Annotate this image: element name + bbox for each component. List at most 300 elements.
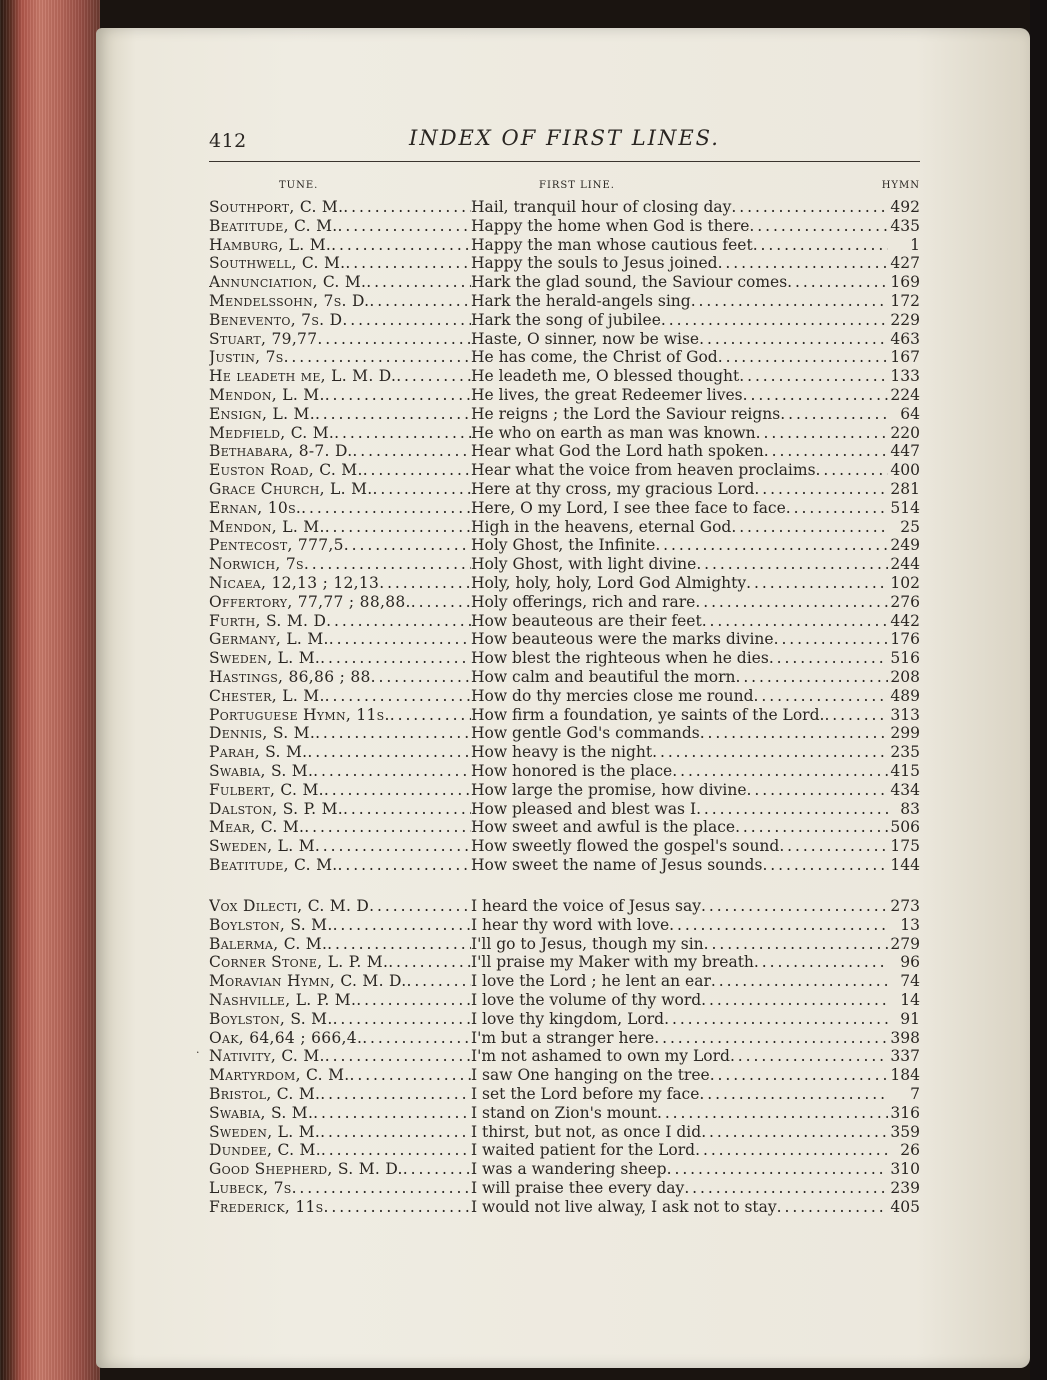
index-entry: [209, 424, 920, 443]
first-line-cell: [471, 818, 888, 836]
leader-dots: [338, 856, 471, 874]
leader-dots: [321, 1141, 471, 1159]
tune-cell: [209, 837, 471, 855]
tune-cell: [209, 461, 471, 479]
tune-cell: [209, 236, 471, 254]
leader-dots: [333, 916, 471, 934]
first-line-cell: [471, 706, 888, 724]
tune-name: Mendon, L. M.: [209, 517, 325, 536]
leader-dots: [352, 442, 471, 460]
index-entry: [209, 518, 920, 537]
leader-dots: [325, 687, 471, 705]
tune-cell: [209, 330, 471, 348]
leader-dots: [746, 574, 888, 592]
leader-dots: [657, 1104, 888, 1122]
index-entry: [209, 972, 920, 991]
index-entry: [209, 574, 920, 593]
tune-cell: [209, 1141, 471, 1159]
tune-name: Sweden, L. M: [209, 837, 315, 856]
leader-dots: [735, 668, 888, 686]
leader-dots: [313, 1104, 471, 1122]
hymn-number: 25: [900, 517, 920, 536]
index-entry: [209, 706, 920, 725]
hymn-number: 144: [890, 855, 920, 874]
tune-cell: [209, 1160, 471, 1178]
index-entry: [209, 442, 920, 461]
hymn-number: 175: [890, 837, 920, 856]
tune-cell: [209, 687, 471, 705]
first-line-cell: [471, 442, 888, 460]
first-line-cell: [471, 1010, 888, 1028]
first-line-cell: [471, 311, 888, 329]
hymn-number: 83: [900, 799, 920, 818]
tune-cell: [209, 386, 471, 404]
tune-cell: [209, 935, 471, 953]
tune-cell: [209, 273, 471, 291]
tune-cell: [209, 198, 471, 216]
leader-dots: [379, 574, 471, 592]
leader-dots: [369, 897, 471, 915]
first-line-cell: [471, 612, 888, 630]
tune-cell: [209, 367, 471, 385]
tune-name: Portuguese Hymn, 11s.: [209, 705, 390, 724]
hymn-number: 249: [890, 536, 920, 555]
index-entry: [209, 1123, 920, 1142]
first-line-cell: [471, 800, 888, 818]
tune-name: Dundee, C. M.: [209, 1141, 321, 1160]
index-entry: [209, 292, 920, 311]
tune-name: Norwich, 7s: [209, 555, 304, 574]
tune-name: Moravian Hymn, C. M. D.: [209, 972, 407, 991]
tune-cell: [209, 555, 471, 573]
hymn-number: 516: [890, 649, 920, 668]
first-line-cell: [471, 254, 888, 272]
tune-name: Beatitude, C. M.: [209, 216, 338, 235]
hymn-number: 239: [890, 1178, 920, 1197]
tune-name: Ernan, 10s.: [209, 498, 302, 517]
tune-cell: [209, 1123, 471, 1141]
leader-dots: [780, 405, 888, 423]
leader-dots: [356, 991, 471, 1009]
first-line-cell: [471, 649, 888, 667]
leader-dots: [695, 593, 888, 611]
index-entry: [209, 480, 920, 499]
hymn-number: 169: [890, 273, 920, 292]
first-line-cell: [471, 574, 888, 592]
first-line: How sweet the name of Jesus sounds: [471, 855, 763, 874]
tune-name: Stuart, 79,77: [209, 329, 318, 348]
hymn-number: 310: [890, 1160, 920, 1179]
leader-dots: [764, 442, 888, 460]
tune-cell: [209, 254, 471, 272]
tune-name: Oak, 64,64 ; 666,4.: [209, 1028, 363, 1047]
index-entry: [209, 273, 920, 292]
first-line-cell: [471, 743, 888, 761]
first-line-cell: [471, 461, 888, 479]
first-line: I set the Lord before my face: [471, 1084, 700, 1103]
tune-cell: [209, 630, 471, 648]
leader-dots: [344, 536, 471, 554]
leader-dots: [320, 649, 471, 667]
leader-dots: [362, 1029, 471, 1047]
index-entry: [209, 555, 920, 574]
first-line-cell: [471, 762, 888, 780]
hymn-number: 313: [890, 705, 920, 724]
hymn-number: 447: [890, 442, 920, 461]
first-line: Haste, O sinner, now be wise: [471, 329, 700, 348]
first-line-cell: [471, 897, 888, 915]
tune-cell: [209, 724, 471, 742]
leader-dots: [754, 480, 888, 498]
leader-dots: [753, 236, 888, 254]
leader-dots: [315, 724, 471, 742]
leader-dots: [824, 706, 888, 724]
hymn-number: 273: [890, 897, 920, 915]
hymn-number: 398: [890, 1028, 920, 1047]
leader-dots: [345, 254, 471, 272]
leader-dots: [655, 536, 888, 554]
leader-dots: [325, 386, 471, 404]
leader-dots: [769, 649, 888, 667]
index-entry: [209, 781, 920, 800]
index-entry: [209, 461, 920, 480]
column-header-first-line: FIRST LINE.: [539, 180, 615, 191]
leader-dots: [390, 706, 471, 724]
tune-cell: [209, 536, 471, 554]
first-line: Here, O my Lord, I see thee face to face: [471, 498, 786, 517]
tune-name: Lubeck, 7s: [209, 1178, 292, 1197]
first-line: I saw One hanging on the tree: [471, 1066, 710, 1085]
first-line-cell: [471, 837, 888, 855]
tune-name: He leadeth me, L. M. D.: [209, 367, 397, 386]
first-line: How heavy is the night: [471, 743, 653, 762]
first-line: I love thy kingdom, Lord: [471, 1009, 665, 1028]
hymn-number: 359: [890, 1122, 920, 1141]
leader-dots: [342, 311, 471, 329]
tune-name: Grace Church, L. M.: [209, 479, 373, 498]
first-line: Holy offerings, rich and rare: [471, 592, 696, 611]
first-line: He reigns ; the Lord the Saviour reigns: [471, 404, 781, 423]
first-line: Holy Ghost, the Infinite: [471, 536, 656, 555]
index-entry: [209, 953, 920, 972]
index-entry: [209, 254, 920, 273]
tune-name: Annunciation, C. M.: [209, 273, 367, 292]
leader-dots: [696, 555, 888, 573]
first-line: I heard the voice of Jesus say: [471, 897, 701, 915]
index-entry: [209, 935, 920, 954]
hymn-number: 220: [890, 423, 920, 442]
stray-mark: ·: [196, 1046, 200, 1059]
tune-name: Dalston, S. P. M.: [209, 799, 344, 818]
leader-dots: [672, 762, 888, 780]
tune-name: Parah, S. M.: [209, 743, 308, 762]
hymn-number: 91: [900, 1009, 920, 1028]
tune-cell: [209, 781, 471, 799]
first-line-cell: [471, 1160, 888, 1178]
leader-dots: [699, 330, 888, 348]
first-line: Happy the man whose cautious feet: [471, 235, 753, 254]
hymn-number: 13: [900, 915, 920, 934]
index-entry: [209, 348, 920, 367]
index-entry: [209, 612, 920, 631]
leader-dots: [388, 953, 471, 971]
hymn-number: 400: [890, 461, 920, 480]
first-line: I hear thy word with love: [471, 915, 670, 934]
tune-cell: [209, 991, 471, 1009]
hymn-number: 229: [890, 310, 920, 329]
leader-dots: [754, 687, 888, 705]
tune-cell: [209, 405, 471, 423]
tune-cell: [209, 856, 471, 874]
index-entries-i: [209, 897, 920, 1217]
first-line: Happy the home when God is there: [471, 216, 750, 235]
header-rule: [209, 161, 920, 162]
leader-dots: [701, 1123, 888, 1141]
tune-name: Good Shepherd, S. M. D.: [209, 1160, 403, 1179]
leader-dots: [777, 1198, 888, 1216]
leader-dots: [684, 1179, 888, 1197]
first-line: I waited patient for the Lord: [471, 1141, 696, 1160]
first-line: Hark the glad sound, the Saviour comes: [471, 273, 788, 292]
leader-dots: [787, 273, 888, 291]
first-line-cell: [471, 273, 888, 291]
first-line: I'll go to Jesus, though my sin: [471, 934, 704, 953]
first-line: How large the promise, how divine: [471, 780, 747, 799]
first-line-cell: [471, 198, 888, 216]
first-line-cell: [471, 217, 888, 235]
first-line: Hail, tranquil hour of closing day: [471, 198, 732, 216]
first-line-cell: [471, 935, 888, 953]
tune-name: Bristol, C. M.: [209, 1084, 321, 1103]
leader-dots: [411, 593, 471, 611]
tune-name: Fulbert, C. M.: [209, 780, 324, 799]
hymn-number: 316: [890, 1103, 920, 1122]
leader-dots: [762, 856, 888, 874]
index-entry: [209, 668, 920, 687]
index-entry: [209, 1104, 920, 1123]
tune-cell: [209, 1010, 471, 1028]
leader-dots: [816, 461, 888, 479]
tune-name: Swabia, S. M.: [209, 761, 314, 780]
leader-dots: [292, 1179, 471, 1197]
first-line-cell: [471, 1141, 888, 1159]
leader-dots: [325, 518, 471, 536]
tune-name: Justin, 7s: [209, 348, 284, 367]
hymn-number: 26: [900, 1141, 920, 1160]
first-line-cell: [471, 386, 888, 404]
tune-cell: [209, 518, 471, 536]
tune-cell: [209, 1047, 471, 1065]
first-line: Holy Ghost, with light divine: [471, 555, 697, 574]
hymn-number: 415: [890, 761, 920, 780]
first-line: I love the volume of thy word: [471, 990, 702, 1009]
tune-name: Dennis, S. M.: [209, 724, 316, 743]
leader-dots: [325, 1047, 471, 1065]
index-entry: [209, 1047, 920, 1066]
first-line-cell: [471, 499, 888, 517]
tune-cell: [209, 916, 471, 934]
leader-dots: [304, 818, 471, 836]
hymn-number: 96: [900, 953, 920, 972]
tune-name: Euston Road, C. M.: [209, 461, 363, 480]
leader-dots: [652, 743, 888, 761]
first-line-cell: [471, 1179, 888, 1197]
tune-name: Nashville, L. P. M.: [209, 990, 357, 1009]
index-entry: [209, 991, 920, 1010]
first-line-cell: [471, 536, 888, 554]
first-line-cell: [471, 593, 888, 611]
leader-dots: [313, 762, 471, 780]
tune-cell: [209, 1104, 471, 1122]
leader-dots: [710, 1066, 888, 1084]
leader-dots: [327, 935, 471, 953]
tune-cell: [209, 217, 471, 235]
tune-name: Mear, C. M.: [209, 818, 305, 837]
index-entry: [209, 837, 920, 856]
first-line-cell: [471, 1085, 888, 1103]
tune-name: Vox Dilecti, C. M. D: [209, 897, 370, 915]
hymn-number: 276: [890, 592, 920, 611]
tune-cell: [209, 442, 471, 460]
tune-name: Mendon, L. M.: [209, 385, 325, 404]
leader-dots: [396, 367, 471, 385]
index-entry: [209, 1010, 920, 1029]
tune-cell: [209, 743, 471, 761]
first-line: High in the heavens, eternal God: [471, 517, 732, 536]
first-line: I'll praise my Maker with my breath: [471, 953, 754, 972]
hymn-number: 434: [890, 780, 920, 799]
leader-dots: [718, 348, 888, 366]
index-entry: [209, 536, 920, 555]
tune-name: Benevento, 7s. D: [209, 310, 343, 329]
first-line: He has come, the Christ of God: [471, 348, 718, 367]
tune-name: Corner Stone, L. P. M.: [209, 953, 389, 972]
index-entry: [209, 897, 920, 916]
tune-name: Offertory, 77,77 ; 88,88.: [209, 592, 411, 611]
first-line: He leadeth me, O blessed thought: [471, 367, 740, 386]
tune-cell: [209, 1029, 471, 1047]
tune-cell: [209, 593, 471, 611]
hymn-number: 506: [890, 818, 920, 837]
hymn-number: 489: [890, 686, 920, 705]
first-line: He lives, the great Redeemer lives: [471, 385, 743, 404]
index-entry: [209, 856, 920, 875]
leader-dots: [718, 254, 888, 272]
leader-dots: [743, 386, 888, 404]
leader-dots: [315, 837, 471, 855]
column-header-hymn: HYMN: [881, 180, 920, 191]
index-entry: [209, 687, 920, 706]
tune-cell: [209, 818, 471, 836]
leader-dots: [696, 800, 888, 818]
first-line-cell: [471, 518, 888, 536]
leader-dots: [654, 1029, 888, 1047]
hymn-number: 64: [900, 404, 920, 423]
hymn-number: 176: [890, 630, 920, 649]
index-entry: [209, 1160, 920, 1179]
leader-dots: [326, 612, 471, 630]
tune-cell: [209, 1198, 471, 1216]
hymn-number: 514: [890, 498, 920, 517]
tune-name: Bethabara, 8-7. D.: [209, 442, 353, 461]
first-line-cell: [471, 687, 888, 705]
first-line-cell: [471, 630, 888, 648]
tune-name: Sweden, L. M.: [209, 1122, 321, 1141]
index-entry: [209, 330, 920, 349]
first-line-cell: [471, 953, 888, 971]
hymn-number: 492: [890, 198, 920, 216]
tune-cell: [209, 499, 471, 517]
leader-dots: [691, 292, 888, 310]
hymn-number: 405: [890, 1197, 920, 1216]
leader-dots: [320, 1085, 471, 1103]
first-line: I would not live alway, I ask not to stay: [471, 1197, 777, 1216]
hymn-number: 427: [890, 254, 920, 273]
first-line-cell: [471, 856, 888, 874]
leader-dots: [373, 480, 472, 498]
first-line-cell: [471, 1029, 888, 1047]
tune-cell: [209, 348, 471, 366]
index-entry: [209, 916, 920, 935]
first-line: Holy, holy, holy, Lord God Almighty: [471, 573, 747, 592]
index-entry: [209, 818, 920, 837]
tune-name: Frederick, 11s: [209, 1197, 324, 1216]
tune-cell: [209, 953, 471, 971]
tune-name: Martyrdom, C. M.: [209, 1066, 350, 1085]
index-entry: [209, 1198, 920, 1217]
leader-dots: [702, 612, 888, 630]
first-line-cell: [471, 668, 888, 686]
index-entry: [209, 743, 920, 762]
tune-cell: [209, 574, 471, 592]
leader-dots: [739, 367, 888, 385]
leader-dots: [774, 630, 888, 648]
tune-name: Medfield, C. M.: [209, 423, 335, 442]
hymn-number: 299: [890, 724, 920, 743]
hymn-number: 435: [890, 216, 920, 235]
first-line-cell: [471, 405, 888, 423]
first-line-cell: [471, 781, 888, 799]
hymn-number: 167: [890, 348, 920, 367]
hymn-number: 442: [890, 611, 920, 630]
first-line-cell: [471, 367, 888, 385]
tune-name: Boylston, S. M.: [209, 915, 333, 934]
first-line-cell: [471, 724, 888, 742]
leader-dots: [343, 800, 471, 818]
leader-dots: [731, 518, 888, 536]
leader-dots: [320, 1123, 471, 1141]
tune-name: Nativity, C. M.: [209, 1047, 325, 1066]
tune-name: Hastings, 86,86 ; 88: [209, 667, 371, 686]
first-line: I was a wandering sheep: [471, 1160, 667, 1179]
first-line: I stand on Zion's mount: [471, 1103, 657, 1122]
leader-dots: [371, 668, 471, 686]
first-line: I will praise thee every day: [471, 1178, 685, 1197]
leader-dots: [369, 292, 471, 310]
first-line-cell: [471, 348, 888, 366]
first-line-cell: [471, 480, 888, 498]
first-line: How gentle God's commands: [471, 724, 700, 743]
tune-name: Nicaea, 12,13 ; 12,13: [209, 573, 380, 592]
leader-dots: [747, 781, 888, 799]
index-entry: [209, 499, 920, 518]
leader-dots: [664, 1010, 888, 1028]
index-entry: [209, 367, 920, 386]
tune-name: Furth, S. M. D: [209, 611, 327, 630]
first-line: Hear what the voice from heaven proclaims: [471, 461, 816, 480]
first-line: He who on earth as man was known: [471, 423, 756, 442]
index-entry: [209, 593, 920, 612]
